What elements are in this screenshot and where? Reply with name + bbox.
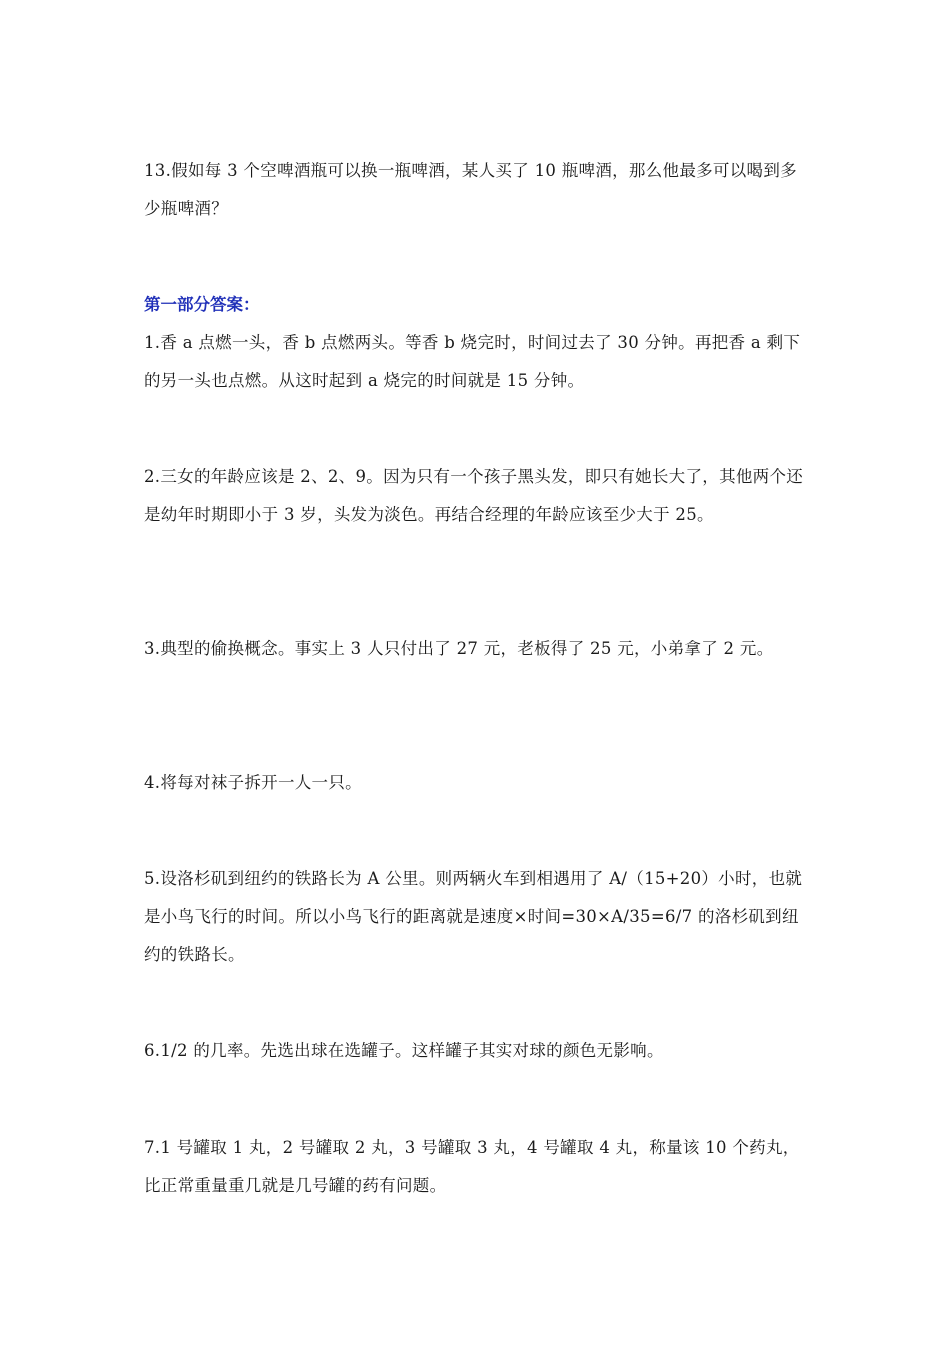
- answer-2: 2.三女的年龄应该是 2、2、9。因为只有一个孩子黑头发，即只有她长大了，其他两个还是幼年时期即小于 3 岁，头发为淡色。再结合经理的年龄应该至少大于 25。: [144, 467, 804, 524]
- question-13: 13.假如每 3 个空啤酒瓶可以换一瓶啤酒，某人买了 10 瓶啤酒，那么他最多可以喝到多少瓶啤酒？: [144, 161, 797, 218]
- answer-6: 6.1/2 的几率。先选出球在选罐子。这样罐子其实对球的颜色无影响。: [144, 1041, 664, 1060]
- answer-7: 7.1 号罐取 1 丸，2 号罐取 2 丸，3 号罐取 3 丸，4 号罐取 4 丸，称量该 10 个药丸，比正常重量重几就是几号罐的药有问题。: [144, 1138, 800, 1195]
- answers-heading: 第一部分答案：: [144, 295, 260, 314]
- answer-1: 1.香 a 点燃一头，香 b 点燃两头。等香 b 烧完时，时间过去了 30 分钟。再把香 a 剩下的另一头也点燃。从这时起到 a 烧完的时间就是 15 分钟。: [144, 333, 801, 390]
- answer-4: 4.将每对袜子拆开一人一只。: [144, 773, 362, 792]
- answer-3: 3.典型的偷换概念。事实上 3 人只付出了 27 元，老板得了 25 元，小弟拿了 2 元。: [144, 639, 774, 658]
- answer-5: 5.设洛杉矶到纽约的铁路长为 A 公里。则两辆火车到相遇用了 A/（15+20）小时，也就是小鸟飞行的时间。所以小鸟飞行的距离就是速度×时间=30×A/35=6/7 的洛杉矶到纽约的铁路长。: [144, 869, 803, 964]
